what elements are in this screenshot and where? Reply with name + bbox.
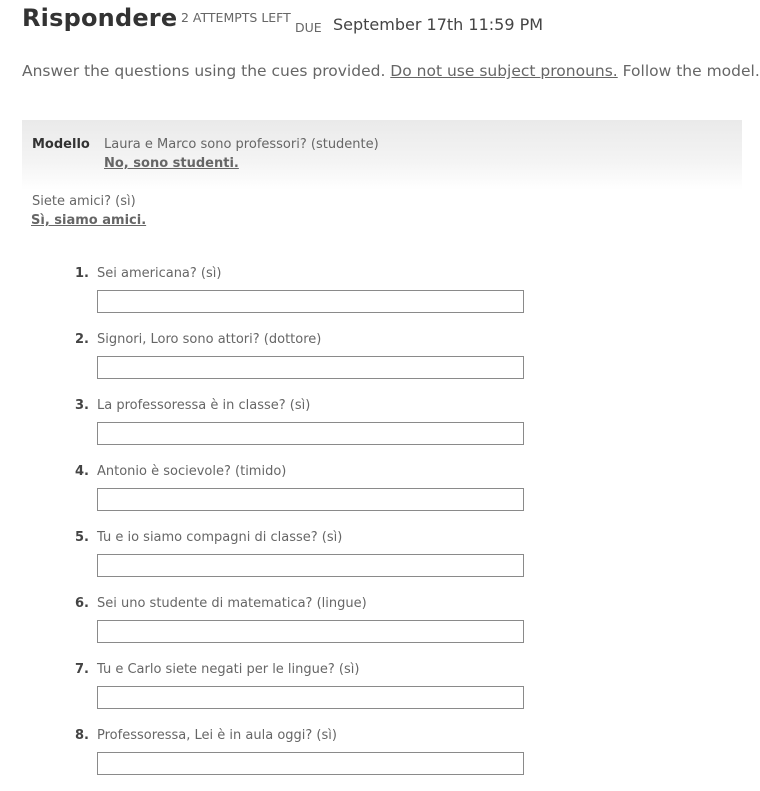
model-answer: No, sono studenti. [104, 156, 239, 171]
example-answer: Sì, siamo amici. [31, 213, 147, 228]
instructions-emphasis: Do not use subject pronouns. [390, 62, 618, 80]
answer-input[interactable] [97, 290, 524, 313]
answer-input[interactable] [97, 554, 524, 577]
example-question: Siete amici? (sì) [32, 194, 136, 209]
model-box [22, 120, 742, 190]
question-number: 6. [75, 596, 89, 611]
question-number: 3. [75, 398, 89, 413]
question-item [0, 332, 742, 392]
question-item [0, 398, 742, 458]
question-text: Tu e Carlo siete negati per le lingue? (sì) [97, 662, 360, 677]
due-date: September 17th 11:59 PM [333, 15, 544, 34]
answer-input[interactable] [97, 356, 524, 379]
question-number: 4. [75, 464, 89, 479]
answer-input[interactable] [97, 422, 524, 445]
instructions-text-end: Follow the model. [617, 62, 760, 80]
question-number: 7. [75, 662, 89, 677]
question-item [0, 266, 742, 326]
question-number: 5. [75, 530, 89, 545]
question-item [0, 728, 742, 788]
question-text: Professoressa, Lei è in aula oggi? (sì) [97, 728, 337, 743]
model-question: Laura e Marco sono professori? (studente) [104, 137, 379, 152]
answer-input[interactable] [97, 620, 524, 643]
question-text: Tu e io siamo compagni di classe? (sì) [97, 530, 343, 545]
question-number: 8. [75, 728, 89, 743]
question-text: Signori, Loro sono attori? (dottore) [97, 332, 322, 347]
question-item [0, 464, 742, 524]
page-header [22, 4, 742, 40]
question-text: Sei uno studente di matematica? (lingue) [97, 596, 367, 611]
attempts-left: 2 ATTEMPTS LEFT [181, 10, 291, 25]
answer-input[interactable] [97, 686, 524, 709]
answer-input[interactable] [97, 752, 524, 775]
question-item [0, 662, 742, 722]
instructions-text: Answer the questions using the cues provided. [22, 62, 391, 80]
page-title: Rispondere [22, 4, 178, 32]
due-label: DUE [295, 20, 322, 35]
question-text: Sei americana? (sì) [97, 266, 222, 281]
question-text: Antonio è socievole? (timido) [97, 464, 287, 479]
question-item [0, 530, 742, 590]
question-text: La professoressa è in classe? (sì) [97, 398, 311, 413]
question-item [0, 596, 742, 656]
answer-input[interactable] [97, 488, 524, 511]
model-label: Modello [32, 137, 90, 152]
question-number: 2. [75, 332, 89, 347]
question-number: 1. [75, 266, 89, 281]
instructions [22, 62, 760, 80]
